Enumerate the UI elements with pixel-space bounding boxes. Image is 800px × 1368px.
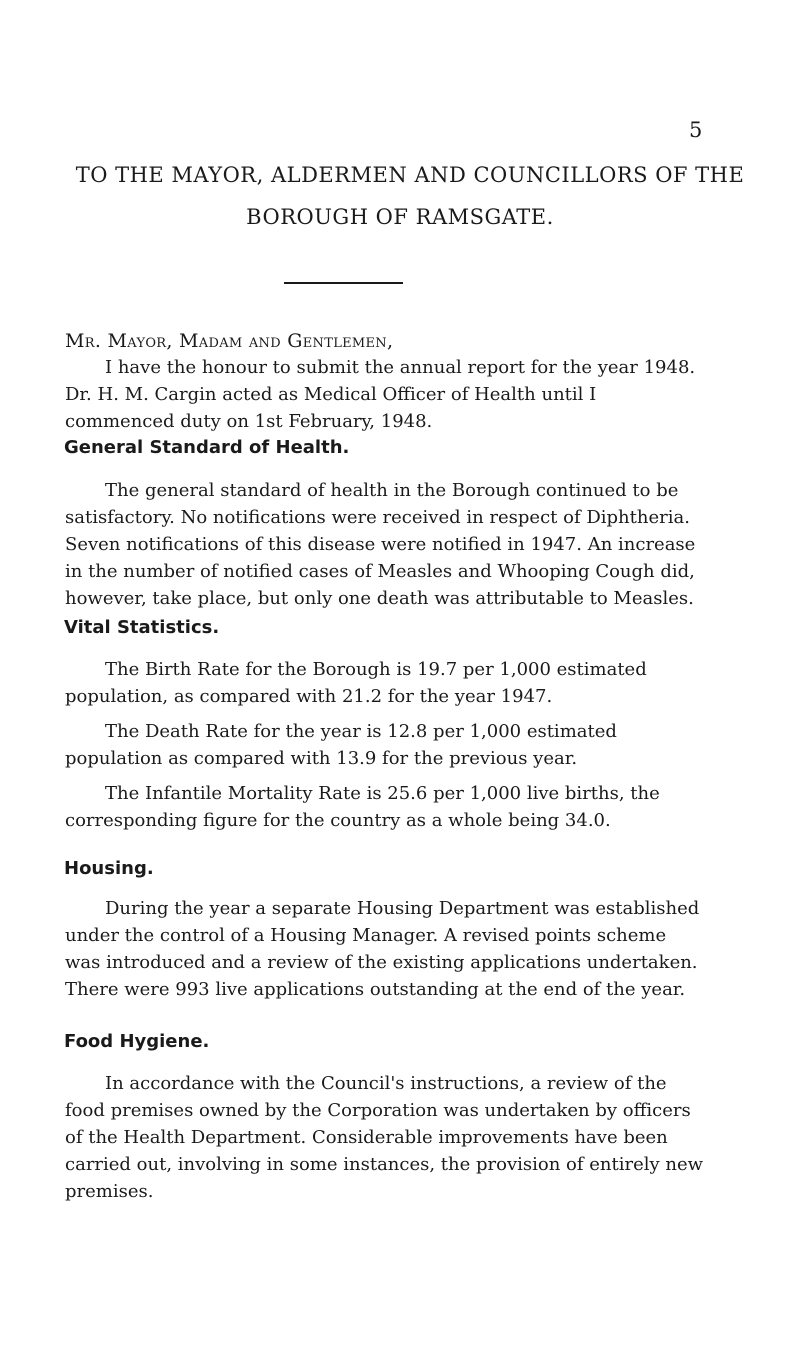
salutation: Mr. Mayor, Madam and Gentlemen, [65, 330, 394, 352]
heading-food-hygiene: Food Hygiene. [64, 1031, 210, 1052]
general-standard-paragraph: The general standard of health in the Borough continued to be satisfactory. No notifications were received in respect of Diphtheria. Seven notifications of this disease were notified in 1947. An increase in the number of notified cases of Measles and Whooping Cough did, however, take place, but only one death was attributable to Measles. [65, 480, 696, 609]
report-title-line-1: TO THE MAYOR, ALDERMEN AND COUNCILLORS OF THE [75, 163, 745, 187]
housing-paragraph: During the year a separate Housing Department was established under the control of a Housing Manager. A revised points scheme was introduced and a review of the existing applications undertaken. There were 993 live applications outstanding at the end of the year. [65, 898, 700, 1000]
heading-vital-statistics: Vital Statistics. [64, 617, 220, 638]
birth-rate-paragraph: The Birth Rate for the Borough is 19.7 per 1,000 estimated population, as compared with 21.2 for the year 1947. [65, 659, 647, 707]
infant-mortality-paragraph: The Infantile Mortality Rate is 25.6 per 1,000 live births, the corresponding figure for the country as a whole being 34.0. [65, 783, 660, 831]
intro-paragraph: I have the honour to submit the annual report for the year 1948. Dr. H. M. Cargin acted as Medical Officer of Health until I commenced duty on 1st February, 1948. [65, 357, 696, 432]
report-title-line-2: BOROUGH OF RAMSGATE. [246, 205, 554, 229]
page-number: 5 [689, 118, 703, 142]
heading-housing: Housing. [64, 858, 154, 879]
death-rate-paragraph: The Death Rate for the year is 12.8 per 1,000 estimated population as compared with 13.9 for the previous year. [65, 721, 617, 769]
food-hygiene-paragraph: In accordance with the Council's instructions, a review of the food premises owned by the Corporation was undertaken by officers of the Health Department. Considerable improvements have been carried out, involving in some instances, the provision of entirely new premises. [65, 1073, 704, 1202]
title-divider [284, 282, 403, 284]
heading-general-standard: General Standard of Health. [64, 437, 350, 458]
